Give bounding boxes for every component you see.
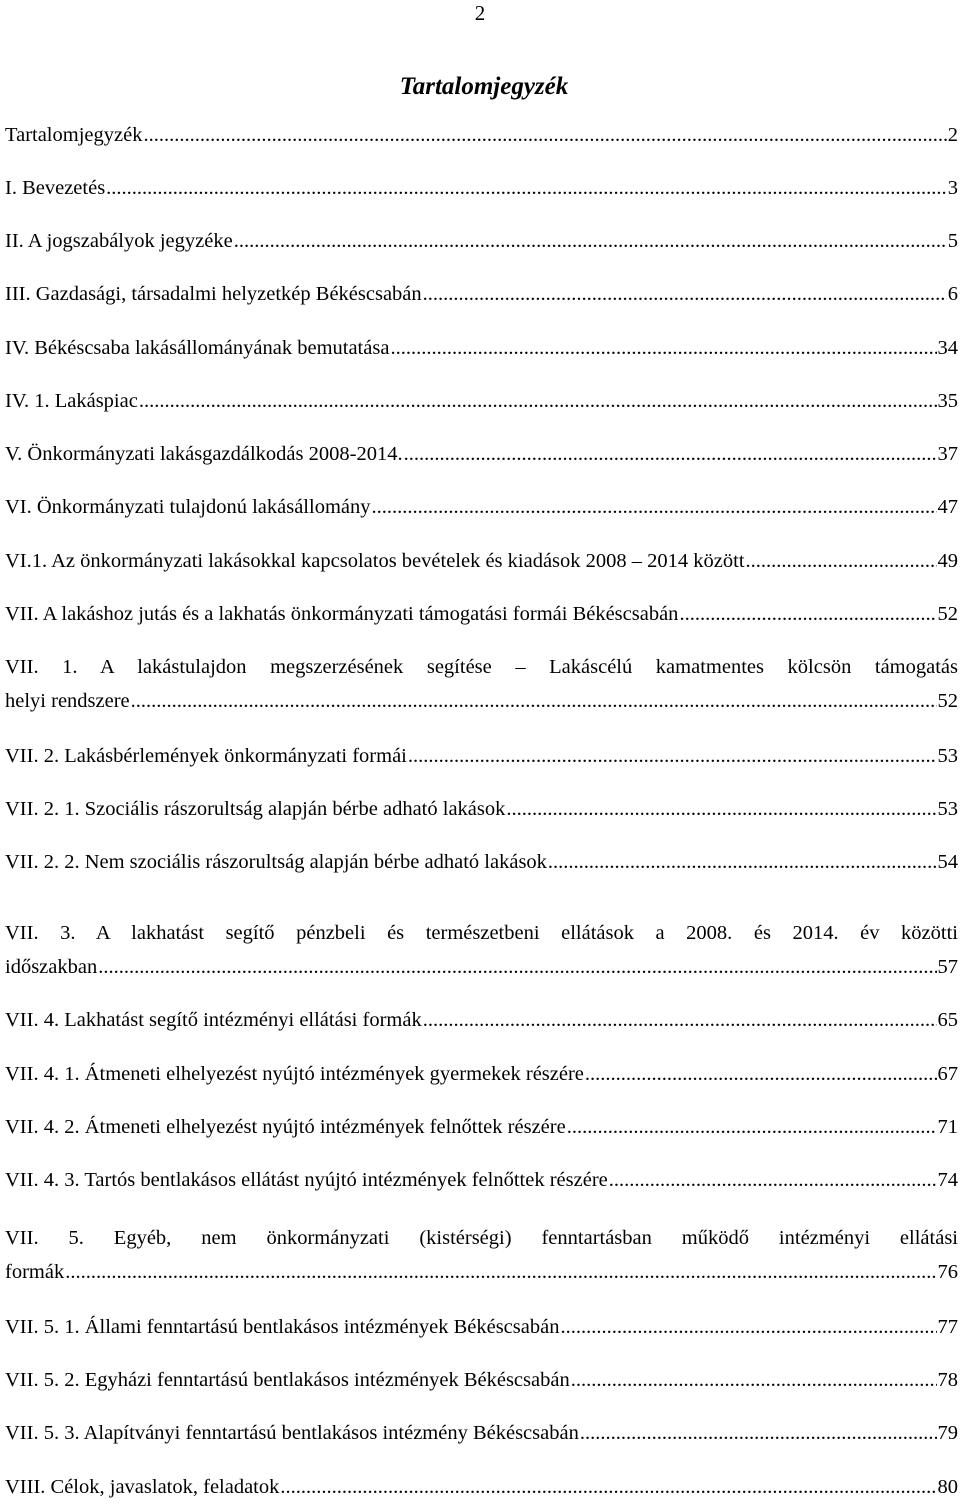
toc-entry[interactable] bbox=[5, 118, 958, 152]
dot-leader bbox=[580, 1416, 937, 1450]
dot-leader bbox=[280, 1470, 936, 1504]
toc-entry[interactable] bbox=[5, 544, 958, 578]
toc-entry-text-first-line: VII. 5. Egyéb, nem önkormányzati (kistérségi) fenntartásban működő intézményi ellátási bbox=[5, 1227, 958, 1249]
toc-entry-text: VII. 5. 2. Egyházi fenntartású bentlakásos intézmények Békéscsabán bbox=[5, 1369, 570, 1391]
toc-entry-text: V. Önkormányzati lakásgazdálkodás 2008-2014. bbox=[5, 443, 403, 465]
toc-entry-page-number: 2 bbox=[947, 124, 958, 146]
dot-leader bbox=[746, 544, 937, 578]
toc-entry-text: időszakban bbox=[5, 956, 98, 978]
toc-entry[interactable] bbox=[5, 331, 958, 365]
toc-entry[interactable] bbox=[5, 1310, 958, 1344]
toc-entry[interactable] bbox=[5, 1110, 958, 1144]
dot-leader bbox=[234, 224, 947, 258]
dot-leader bbox=[390, 331, 936, 365]
toc-entry[interactable] bbox=[5, 1163, 958, 1197]
toc-entry-text: III. Gazdasági, társadalmi helyzetkép Békéscsabán bbox=[5, 283, 422, 305]
toc-entry-text: helyi rendszere bbox=[5, 690, 130, 712]
toc-entry-page-number: 53 bbox=[937, 798, 958, 820]
toc-entry-text: I. Bevezetés bbox=[5, 177, 106, 199]
toc-entry[interactable] bbox=[5, 384, 958, 418]
toc-entry-page-number: 74 bbox=[937, 1169, 958, 1191]
dot-leader bbox=[423, 1003, 937, 1037]
toc-entry[interactable] bbox=[5, 171, 958, 205]
dot-leader bbox=[571, 1363, 937, 1397]
dot-leader bbox=[106, 171, 947, 205]
toc-entry-page-number: 5 bbox=[947, 230, 958, 252]
toc-entry-text: VII. A lakáshoz jutás és a lakhatás önkormányzati támogatási formái Békéscsabán bbox=[5, 603, 679, 625]
toc-entry-text: II. A jogszabályok jegyzéke bbox=[5, 230, 233, 252]
toc-entry[interactable] bbox=[5, 1057, 958, 1091]
toc-entry-page-number: 80 bbox=[937, 1476, 958, 1498]
toc-entry[interactable] bbox=[5, 1363, 958, 1397]
toc-entry-page-number: 71 bbox=[937, 1116, 958, 1138]
toc-entry-text: VII. 2. 2. Nem szociális rászorultság alapján bérbe adható lakások bbox=[5, 851, 547, 873]
toc-entry-text-first-line: VII. 3. A lakhatást segítő pénzbeli és természetbeni ellátások a 2008. és 2014. év közötti bbox=[5, 922, 958, 944]
toc-entry[interactable] bbox=[5, 597, 958, 631]
toc-entry-text: VII. 2. 1. Szociális rászorultság alapján bérbe adható lakások bbox=[5, 798, 506, 820]
toc-entry[interactable] bbox=[5, 437, 958, 471]
dot-leader bbox=[506, 792, 936, 826]
toc-entry[interactable] bbox=[5, 1416, 958, 1450]
toc-entry[interactable] bbox=[5, 224, 958, 258]
toc-entry-text: VI.1. Az önkormányzati lakásokkal kapcsolatos bevételek és kiadások 2008 – 2014 között bbox=[5, 550, 745, 572]
dot-leader bbox=[65, 1255, 936, 1289]
dot-leader bbox=[585, 1057, 937, 1091]
dot-leader bbox=[548, 845, 937, 879]
toc-entry[interactable] bbox=[5, 650, 958, 718]
toc-entry[interactable] bbox=[5, 792, 958, 826]
toc-entry-page-number: 3 bbox=[947, 177, 958, 199]
toc-entry[interactable] bbox=[5, 1003, 958, 1037]
dot-leader bbox=[423, 277, 947, 311]
toc-entry-page-number: 52 bbox=[937, 690, 958, 712]
dot-leader bbox=[567, 1110, 937, 1144]
toc-entry-text: IV. 1. Lakáspiac bbox=[5, 390, 138, 412]
toc-entry-text: VII. 4. 2. Átmeneti elhelyezést nyújtó intézmények felnőttek részére bbox=[5, 1116, 566, 1138]
toc-title: Tartalomjegyzék bbox=[399, 73, 569, 100]
toc-entry-text: VII. 5. 1. Állami fenntartású bentlakásos intézmények Békéscsabán bbox=[5, 1316, 560, 1338]
toc-entry-page-number: 57 bbox=[937, 956, 958, 978]
toc-entry-page-number: 35 bbox=[937, 390, 958, 412]
toc-entry-page-number: 77 bbox=[937, 1316, 958, 1338]
toc-entry[interactable] bbox=[5, 1221, 958, 1289]
toc-entry-text: VII. 4. 3. Tartós bentlakásos ellátást nyújtó intézmények felnőttek részére bbox=[5, 1169, 608, 1191]
toc-entry-page-number: 78 bbox=[937, 1369, 958, 1391]
toc-entry-text: VII. 5. 3. Alapítványi fenntartású bentlakásos intézmény Békéscsabán bbox=[5, 1422, 579, 1444]
toc-entry-page-number: 79 bbox=[937, 1422, 958, 1444]
toc-entry[interactable] bbox=[5, 916, 958, 984]
toc-entry[interactable] bbox=[5, 490, 958, 524]
toc-entry[interactable] bbox=[5, 739, 958, 773]
dot-leader bbox=[98, 950, 936, 984]
toc-entry-page-number: 52 bbox=[937, 603, 958, 625]
dot-leader bbox=[131, 684, 937, 718]
toc-entry-text-first-line: VII. 1. A lakástulajdon megszerzésének segítése – Lakáscélú kamatmentes kölcsön támogatás bbox=[5, 656, 958, 678]
toc-entry-page-number: 37 bbox=[937, 443, 958, 465]
toc-entry-text: VII. 4. Lakhatást segítő intézményi ellátási formák bbox=[5, 1009, 422, 1031]
toc-entry-page-number: 49 bbox=[937, 550, 958, 572]
toc-entry-text: IV. Békéscsaba lakásállományának bemutatása bbox=[5, 337, 390, 359]
toc-entry-page-number: 47 bbox=[937, 496, 958, 518]
dot-leader bbox=[404, 437, 937, 471]
dot-leader bbox=[679, 597, 936, 631]
toc-entry-page-number: 54 bbox=[937, 851, 958, 873]
toc-entry[interactable] bbox=[5, 1470, 958, 1504]
toc-entry-text: VII. 2. Lakásbérlemények önkormányzati formái bbox=[5, 745, 407, 767]
page-number: 2 bbox=[474, 1, 486, 25]
dot-leader bbox=[372, 490, 937, 524]
toc-entry-text: VI. Önkormányzati tulajdonú lakásállomány bbox=[5, 496, 371, 518]
toc-entry-page-number: 67 bbox=[937, 1063, 958, 1085]
dot-leader bbox=[408, 739, 937, 773]
toc-entry[interactable] bbox=[5, 277, 958, 311]
toc-entry-page-number: 6 bbox=[947, 283, 958, 305]
dot-leader bbox=[560, 1310, 936, 1344]
toc-entry-text: VIII. Célok, javaslatok, feladatok bbox=[5, 1476, 280, 1498]
toc-entry-page-number: 76 bbox=[937, 1261, 958, 1283]
toc-entry[interactable] bbox=[5, 845, 958, 879]
dot-leader bbox=[139, 384, 937, 418]
toc-entry-page-number: 53 bbox=[937, 745, 958, 767]
dot-leader bbox=[143, 118, 946, 152]
dot-leader bbox=[609, 1163, 937, 1197]
toc-entry-page-number: 34 bbox=[937, 337, 958, 359]
toc-entry-page-number: 65 bbox=[937, 1009, 958, 1031]
toc-entry-text: Tartalomjegyzék bbox=[5, 124, 143, 146]
toc-entry-text: VII. 4. 1. Átmeneti elhelyezést nyújtó intézmények gyermekek részére bbox=[5, 1063, 584, 1085]
toc-entry-text: formák bbox=[5, 1261, 65, 1283]
